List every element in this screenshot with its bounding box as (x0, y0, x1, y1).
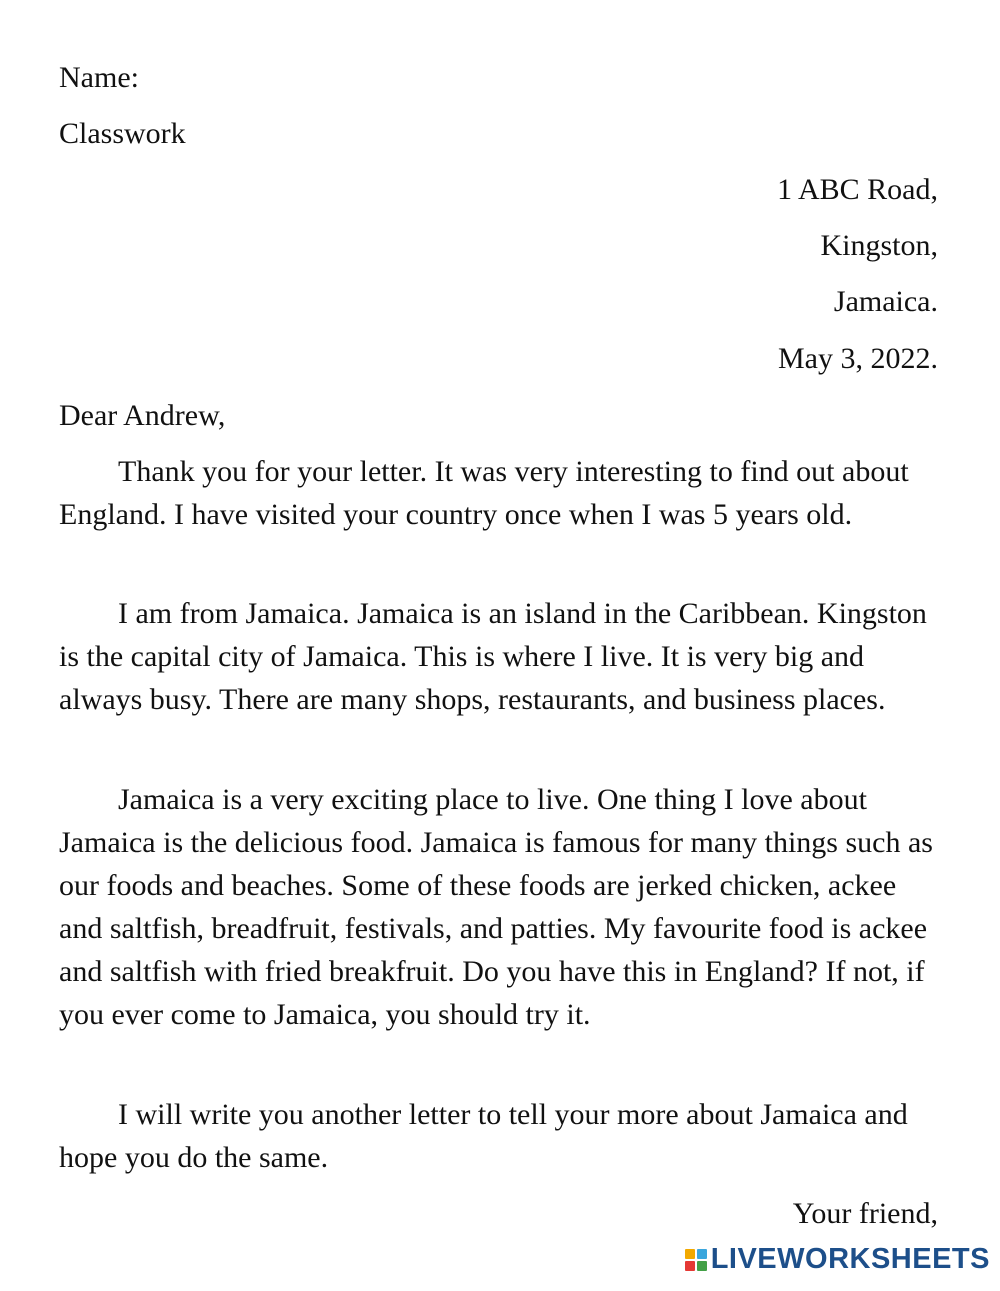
greeting: Dear Andrew, (59, 399, 226, 432)
closing: Your friend, (792, 1197, 938, 1230)
liveworksheets-logo-icon (685, 1249, 707, 1271)
letter-date: May 3, 2022. (778, 342, 938, 375)
address-line-1: 1 ABC Road, (777, 173, 938, 206)
paragraph-3: Jamaica is a very exciting place to live. One thing I love about Jamaica is the delicious food. Jamaica is famous for many things such as our foods and beaches. Some of these foods are jerked chicken, ackee and saltfish, breadfruit, festivals, and patties. My favourite food is ackee and saltfish with fried breakfruit. Do you have this in England? If not, if you ever come to Jamaica, you should try it. (59, 783, 933, 1031)
paragraph-1: Thank you for your letter. It was very interesting to find out about England. I have visited your country once when I was 5 years old. (59, 455, 909, 531)
paragraph-4: I will write you another letter to tell your more about Jamaica and hope you do the same. (59, 1098, 908, 1174)
address-line-2: Kingston, (820, 229, 938, 262)
address-line-3: Jamaica. (833, 285, 938, 318)
paragraph-2: I am from Jamaica. Jamaica is an island in the Caribbean. Kingston is the capital city of Jamaica. This is where I live. It is very big and always busy. There are many shops, restaurants, and business places. (59, 597, 927, 716)
classwork-label: Classwork (59, 117, 186, 150)
name-label: Name: (59, 61, 139, 94)
watermark-text: LIVEWORKSHEETS (710, 1243, 990, 1275)
liveworksheets-watermark (685, 1243, 990, 1276)
